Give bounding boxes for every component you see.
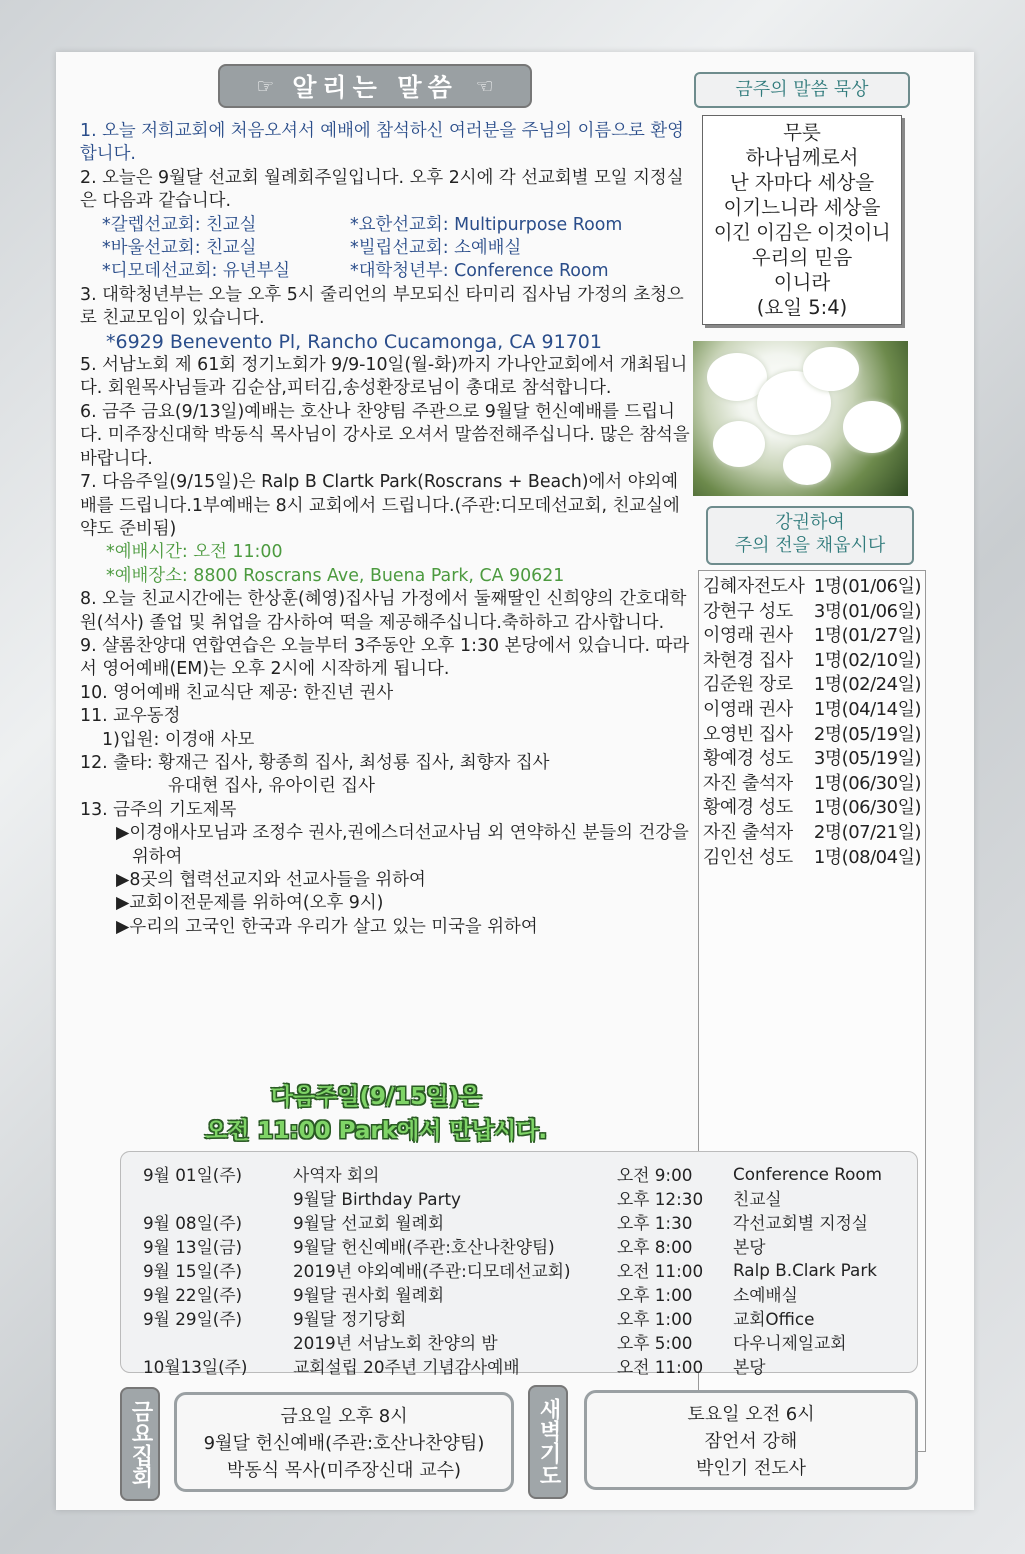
room-right: *요한선교회: Multipurpose Room bbox=[350, 214, 623, 235]
schedule-place: 각선교회별 지정실 bbox=[733, 1213, 869, 1233]
invite-count: 1명(02/24일) bbox=[813, 674, 921, 696]
dawn-line: 박인기 전도사 bbox=[695, 1458, 807, 1479]
schedule-row bbox=[143, 1234, 882, 1258]
schedule-time: 오전 11:00 bbox=[617, 1261, 704, 1281]
invite-name: 황예경 성도 bbox=[703, 797, 793, 819]
notice-5: 5. 서남노회 제 61회 정기노회가 9/9-10일(월-화)까지 가나안교회에서 개최됩니다. 회원목사님들과 김순삼,피터김,송성환장로님이 총대로 참석합니다. bbox=[80, 355, 688, 399]
verse-reference: (요일 5:4) bbox=[756, 296, 848, 319]
room-right: *대학청년부: Conference Room bbox=[350, 261, 609, 282]
notice-7: 7. 다음주일(9/15일)은 Ralp B Clartk Park(Roscrans + Beach)에서 야외예배를 드립니다.1부예배는 8시 교회에서 드립니다.(주관:디모데선교회, 친교실에 약도 준비됨) bbox=[80, 472, 680, 539]
invite-count: 3명(01/06일) bbox=[813, 600, 921, 622]
room-right: *빌립선교회: 소예배실 bbox=[350, 238, 522, 259]
dawn-prayer-box bbox=[584, 1390, 918, 1490]
room-row bbox=[80, 237, 690, 260]
schedule-time: 오후 1:30 bbox=[617, 1213, 693, 1233]
invite-entry bbox=[699, 673, 925, 698]
prayer-item: ▶우리의 고국인 한국과 우리가 살고 있는 미국을 위하여 bbox=[116, 916, 538, 937]
invite-count: 1명(04/14일) bbox=[813, 698, 921, 720]
invite-entry bbox=[699, 747, 925, 772]
invite-name: 강현구 성도 bbox=[703, 600, 793, 622]
notice-3-address: *6929 Benevento Pl, Rancho Cucamonga, CA 91701 bbox=[106, 330, 602, 353]
verse-line: 이기느니라 세상을 bbox=[723, 196, 881, 219]
verse-line: 하나님께로서 bbox=[745, 146, 859, 169]
invite-list bbox=[699, 575, 925, 870]
verse-heading: 금주의 말씀 묵상 bbox=[694, 72, 910, 108]
invite-heading-line: 주의 전을 채웁시다 bbox=[734, 535, 886, 556]
schedule-row bbox=[143, 1162, 882, 1186]
verse-line: 이긴 이김은 이것이니 bbox=[713, 221, 891, 244]
verse-card bbox=[702, 115, 902, 325]
verse-line: 무릇 bbox=[783, 121, 821, 144]
schedule-place: 본당 bbox=[733, 1237, 766, 1257]
schedule-date: 9월 22일(주) bbox=[143, 1285, 243, 1305]
invite-entry bbox=[699, 723, 925, 748]
friday-service-box bbox=[174, 1392, 514, 1492]
room-left: *바울선교회: 친교실 bbox=[102, 238, 257, 259]
friday-label-text: 금요집회 bbox=[128, 1400, 153, 1488]
schedule-event: 2019년 서남노회 찬양의 밤 bbox=[293, 1333, 498, 1353]
invite-entry bbox=[699, 624, 925, 649]
room-row bbox=[80, 260, 690, 283]
pointing-hand-left-icon: ☜ bbox=[475, 74, 494, 98]
prayer-item: ▶교회이전문제를 위하여(오후 9시) bbox=[116, 893, 384, 914]
schedule-event: 9월달 권사회 월례회 bbox=[293, 1285, 445, 1305]
schedule-date: 10월13일(주) bbox=[143, 1357, 248, 1377]
bulletin-page bbox=[56, 52, 974, 1510]
verse-line: 난 자마다 세상을 bbox=[729, 171, 875, 194]
invite-count: 2명(07/21일) bbox=[813, 821, 921, 843]
invite-name: 차현경 집사 bbox=[703, 649, 793, 671]
dawn-line: 토요일 오전 6시 bbox=[687, 1404, 815, 1425]
park-notice bbox=[176, 1080, 576, 1148]
notice-12-cont: 유대현 집사, 유아이린 집사 bbox=[168, 776, 375, 797]
schedule-time: 오후 8:00 bbox=[617, 1237, 693, 1257]
schedule-event: 9월달 Birthday Party bbox=[293, 1189, 461, 1209]
invite-entry bbox=[699, 821, 925, 846]
invite-name: 자진 출석자 bbox=[703, 821, 793, 843]
schedule-row bbox=[143, 1186, 882, 1210]
monthly-schedule bbox=[120, 1151, 918, 1377]
schedule-table bbox=[143, 1162, 882, 1378]
invite-entry bbox=[699, 796, 925, 821]
room-row bbox=[80, 214, 690, 237]
park-notice-line: 다음주일(9/15일)은 bbox=[270, 1084, 482, 1110]
invite-name: 이영래 권사 bbox=[703, 625, 793, 647]
notice-11-sub: 1)입원: 이경애 사모 bbox=[102, 729, 255, 750]
schedule-event: 9월달 선교회 월례회 bbox=[293, 1213, 445, 1233]
schedule-date: 9월 13일(금) bbox=[143, 1237, 243, 1257]
schedule-event: 2019년 야외예배(주관:디모데선교회) bbox=[293, 1261, 571, 1281]
invite-count: 1명(02/10일) bbox=[813, 649, 921, 671]
schedule-time: 오후 1:00 bbox=[617, 1285, 693, 1305]
schedule-date: 9월 08일(주) bbox=[143, 1213, 243, 1233]
notice-12: 12. 출타: 황재근 집사, 황종희 집사, 최성룡 집사, 최향자 집사 bbox=[80, 752, 550, 773]
schedule-time: 오후 12:30 bbox=[617, 1189, 704, 1209]
notice-11: 11. 교우동정 bbox=[80, 706, 181, 727]
invite-count: 1명(01/27일) bbox=[813, 625, 921, 647]
schedule-date: 9월 29일(주) bbox=[143, 1309, 243, 1329]
park-notice-line: 오전 11:00 Park에서 만납시다. bbox=[204, 1118, 548, 1144]
invite-entry bbox=[699, 575, 925, 600]
verse-line: 이니라 bbox=[773, 271, 831, 294]
invite-count: 1명(01/06일) bbox=[813, 576, 921, 597]
schedule-date: 9월 15일(주) bbox=[143, 1261, 243, 1281]
invite-entry bbox=[699, 649, 925, 674]
room-left: *갈렙선교회: 친교실 bbox=[102, 214, 257, 235]
schedule-place: 소예배실 bbox=[733, 1285, 798, 1305]
invite-name: 김준원 장로 bbox=[703, 674, 793, 696]
invite-name: 김인선 성도 bbox=[703, 846, 793, 868]
schedule-row bbox=[143, 1354, 882, 1378]
schedule-time: 오후 5:00 bbox=[617, 1333, 693, 1353]
room-left: *디모데선교회: 유년부실 bbox=[102, 261, 291, 282]
invite-entry bbox=[699, 698, 925, 723]
invite-heading bbox=[706, 506, 914, 565]
invite-count: 1명(08/04일) bbox=[813, 846, 921, 868]
invite-entry bbox=[699, 772, 925, 797]
schedule-event: 교회설립 20주년 기념감사예배 bbox=[293, 1357, 520, 1377]
notice-3: 3. 대학청년부는 오늘 오후 5시 줄리언의 부모되신 타미리 집사님 가정의 초청으로 친교모임이 있습니다. bbox=[80, 284, 684, 329]
notice-6: 6. 금주 금요(9/13일)예배는 호산나 찬양팀 주관으로 9월달 헌신예배를 드립니다. 미주장신대학 박동식 목사님이 강사로 오셔서 말씀전해주십니다. 많은 참석을 바랍니다. bbox=[80, 401, 690, 469]
banner-title: 알리는 말씀 bbox=[292, 73, 458, 102]
invite-name: 이영래 권사 bbox=[703, 698, 793, 720]
friday-line: 박동식 목사(미주장신대 교수) bbox=[226, 1460, 462, 1481]
schedule-row bbox=[143, 1306, 882, 1330]
schedule-place: 친교실 bbox=[733, 1189, 782, 1209]
pointing-hand-right-icon: ☞ bbox=[256, 74, 275, 98]
notice-7-time: *예배시간: 오전 11:00 bbox=[106, 542, 283, 563]
schedule-time: 오후 1:00 bbox=[617, 1309, 693, 1329]
notice-9: 9. 샬롬찬양대 연합연습은 오늘부터 3주동안 오후 1:30 본당에서 있습니다. 따라서 영어예배(EM)는 오후 2시에 시작하게 됩니다. bbox=[80, 635, 690, 680]
invite-name: 황예경 성도 bbox=[703, 748, 793, 770]
schedule-row bbox=[143, 1330, 882, 1354]
invite-count: 1명(06/30일) bbox=[813, 772, 921, 794]
invite-heading-line: 강권하여 bbox=[775, 512, 845, 533]
schedule-row bbox=[143, 1210, 882, 1234]
dawn-prayer-label bbox=[528, 1385, 568, 1499]
schedule-time: 오전 11:00 bbox=[617, 1357, 704, 1377]
schedule-event: 9월달 정기당회 bbox=[293, 1309, 407, 1329]
invite-count: 3명(05/19일) bbox=[813, 748, 921, 770]
invite-entry bbox=[699, 600, 925, 625]
notice-13: 13. 금주의 기도제목 bbox=[80, 799, 237, 820]
invite-entry bbox=[699, 846, 925, 871]
verse-line: 우리의 믿음 bbox=[751, 246, 853, 269]
notice-8: 8. 오늘 친교시간에는 한상훈(혜영)집사님 가정에서 둘째딸인 신희양의 간호대학원(석사) 졸업 및 취업을 감사하여 떡을 제공해주십니다.축하하고 감사합니다. bbox=[80, 589, 687, 633]
schedule-place: Ralp B.Clark Park bbox=[733, 1260, 877, 1280]
prayer-item: ▶8곳의 협력선교지와 선교사들을 위하여 bbox=[116, 870, 426, 890]
white-flowers-photo bbox=[693, 341, 908, 496]
dawn-label-text: 새벽기도 bbox=[536, 1398, 561, 1486]
invite-count: 2명(05/19일) bbox=[813, 723, 921, 745]
notice-7-place: *예배장소: 8800 Roscrans Ave, Buena Park, CA 90621 bbox=[106, 565, 565, 586]
invite-name: 오영빈 집사 bbox=[703, 723, 793, 745]
announcements-list bbox=[80, 120, 690, 939]
announcements-banner bbox=[218, 64, 532, 108]
schedule-row bbox=[143, 1258, 882, 1282]
schedule-row bbox=[143, 1282, 882, 1306]
friday-line: 금요일 오후 8시 bbox=[280, 1406, 408, 1427]
schedule-place: 본당 bbox=[733, 1357, 766, 1377]
schedule-place: 다우니제일교회 bbox=[733, 1333, 847, 1353]
schedule-date bbox=[143, 1186, 293, 1210]
dawn-line: 잠언서 강해 bbox=[704, 1431, 798, 1452]
invite-name: 자진 출석자 bbox=[703, 772, 793, 794]
friday-service-label bbox=[120, 1387, 160, 1501]
schedule-date: 9월 01일(주) bbox=[143, 1165, 243, 1185]
notice-10: 10. 영어예배 친교식단 제공: 한진년 권사 bbox=[80, 682, 394, 703]
schedule-date bbox=[143, 1330, 293, 1354]
schedule-event: 9월달 헌신예배(주관:호산나찬양팀) bbox=[293, 1237, 555, 1257]
schedule-event: 사역자 회의 bbox=[293, 1165, 380, 1185]
friday-line: 9월달 헌신예배(주관:호산나찬양팀) bbox=[203, 1433, 485, 1454]
schedule-place: 교회Office bbox=[733, 1309, 815, 1329]
schedule-time: 오전 9:00 bbox=[617, 1165, 693, 1185]
prayer-item: ▶이경애사모님과 조정수 권사,권에스더선교사님 외 연약하신 분들의 건강을 위하여 bbox=[116, 823, 689, 867]
schedule-place: Conference Room bbox=[733, 1164, 883, 1184]
invite-name: 김혜자전도사 bbox=[703, 576, 805, 597]
invite-count: 1명(06/30일) bbox=[813, 797, 921, 819]
notice-2: 2. 오늘은 9월달 선교회 월례회주일입니다. 오후 2시에 각 선교회별 모일 지정실은 다음과 같습니다. bbox=[80, 167, 684, 212]
notice-1: 1. 오늘 저희교회에 처음오셔서 예배에 참석하신 여러분을 주님의 이름으로 환영합니다. bbox=[80, 121, 684, 165]
